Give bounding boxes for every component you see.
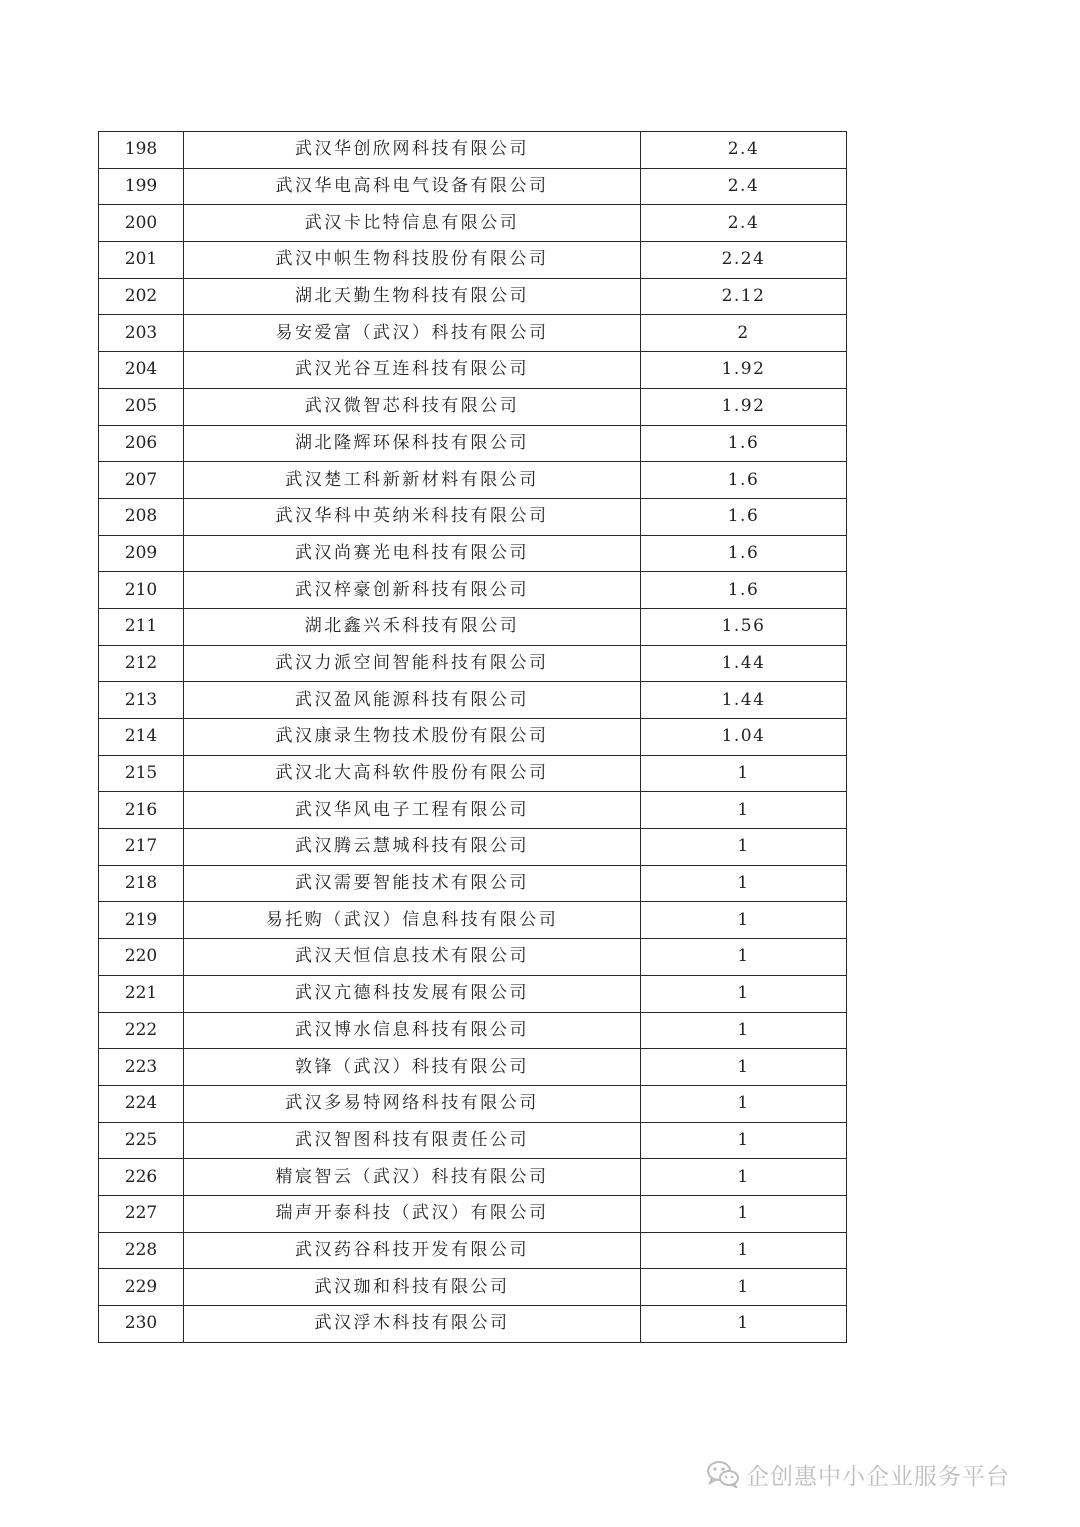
row-value: 1 (641, 1122, 847, 1159)
table-row (99, 608, 847, 645)
row-number: 210 (99, 572, 184, 609)
table-row (99, 1232, 847, 1269)
table-row (99, 425, 847, 462)
row-number: 218 (99, 865, 184, 902)
table-row (99, 535, 847, 572)
row-number: 203 (99, 315, 184, 352)
row-number: 216 (99, 792, 184, 829)
row-value: 1 (641, 1012, 847, 1049)
company-name: 瑞声开泰科技（武汉）有限公司 (184, 1195, 641, 1232)
row-value: 1 (641, 902, 847, 939)
table-row (99, 352, 847, 389)
row-number: 223 (99, 1049, 184, 1086)
row-value: 1 (641, 1159, 847, 1196)
row-number: 208 (99, 498, 184, 535)
row-number: 199 (99, 168, 184, 205)
company-name: 武汉康录生物技术股份有限公司 (184, 719, 641, 756)
row-value: 1 (641, 755, 847, 792)
company-name: 武汉北大高科软件股份有限公司 (184, 755, 641, 792)
table-row (99, 755, 847, 792)
company-name: 武汉中帜生物科技股份有限公司 (184, 242, 641, 279)
table-row (99, 939, 847, 976)
company-name: 湖北天勤生物科技有限公司 (184, 278, 641, 315)
row-number: 212 (99, 645, 184, 682)
table-row (99, 462, 847, 499)
table-row (99, 645, 847, 682)
row-number: 229 (99, 1269, 184, 1306)
company-name: 易托购（武汉）信息科技有限公司 (184, 902, 641, 939)
row-number: 205 (99, 388, 184, 425)
company-name: 武汉药谷科技开发有限公司 (184, 1232, 641, 1269)
row-value: 1.6 (641, 535, 847, 572)
company-name: 湖北隆辉环保科技有限公司 (184, 425, 641, 462)
row-value: 1.6 (641, 462, 847, 499)
company-name: 武汉亢德科技发展有限公司 (184, 975, 641, 1012)
company-name: 武汉多易特网络科技有限公司 (184, 1085, 641, 1122)
row-number: 207 (99, 462, 184, 499)
table-body (99, 132, 847, 1343)
row-number: 206 (99, 425, 184, 462)
company-name: 武汉微智芯科技有限公司 (184, 388, 641, 425)
table-row (99, 498, 847, 535)
company-name: 武汉智图科技有限责任公司 (184, 1122, 641, 1159)
row-value: 1 (641, 792, 847, 829)
company-name: 敦锋（武汉）科技有限公司 (184, 1049, 641, 1086)
row-number: 228 (99, 1232, 184, 1269)
table-row (99, 278, 847, 315)
table-row (99, 829, 847, 866)
row-value: 1 (641, 1269, 847, 1306)
table-row (99, 205, 847, 242)
row-number: 204 (99, 352, 184, 389)
row-number: 200 (99, 205, 184, 242)
row-number: 225 (99, 1122, 184, 1159)
watermark-text: 企创惠中小企业服务平台 (746, 1463, 1010, 1490)
table-row (99, 902, 847, 939)
table-row (99, 1012, 847, 1049)
row-value: 1 (641, 829, 847, 866)
table-row (99, 719, 847, 756)
row-value: 1 (641, 865, 847, 902)
row-number: 217 (99, 829, 184, 866)
company-name: 武汉博水信息科技有限公司 (184, 1012, 641, 1049)
table-row (99, 1049, 847, 1086)
row-number: 224 (99, 1085, 184, 1122)
company-name: 武汉楚工科新新材料有限公司 (184, 462, 641, 499)
company-name: 武汉需要智能技术有限公司 (184, 865, 641, 902)
row-value: 1.44 (641, 682, 847, 719)
table-row (99, 1085, 847, 1122)
row-value: 1.92 (641, 352, 847, 389)
row-value: 1 (641, 1232, 847, 1269)
row-number: 221 (99, 975, 184, 1012)
company-name: 湖北鑫兴禾科技有限公司 (184, 608, 641, 645)
row-number: 227 (99, 1195, 184, 1232)
row-value: 1 (641, 1306, 847, 1343)
row-value: 1.6 (641, 572, 847, 609)
row-number: 198 (99, 132, 184, 169)
company-name: 易安爱富（武汉）科技有限公司 (184, 315, 641, 352)
row-value: 1.6 (641, 498, 847, 535)
row-number: 219 (99, 902, 184, 939)
company-name: 武汉腾云慧城科技有限公司 (184, 829, 641, 866)
company-name: 武汉力派空间智能科技有限公司 (184, 645, 641, 682)
row-value: 1.44 (641, 645, 847, 682)
table-row (99, 572, 847, 609)
company-name: 武汉梓豪创新科技有限公司 (184, 572, 641, 609)
row-value: 1.56 (641, 608, 847, 645)
company-name: 精宸智云（武汉）科技有限公司 (184, 1159, 641, 1196)
row-value: 1 (641, 939, 847, 976)
row-number: 213 (99, 682, 184, 719)
table-row (99, 388, 847, 425)
row-value: 2 (641, 315, 847, 352)
company-name: 武汉华电高科电气设备有限公司 (184, 168, 641, 205)
row-value: 2.12 (641, 278, 847, 315)
company-name: 武汉卡比特信息有限公司 (184, 205, 641, 242)
table-row (99, 315, 847, 352)
table-row (99, 1159, 847, 1196)
row-value: 2.4 (641, 168, 847, 205)
watermark (706, 1459, 1046, 1489)
wechat-icon (706, 1460, 740, 1488)
row-value: 1.04 (641, 719, 847, 756)
row-value: 2.4 (641, 132, 847, 169)
row-number: 202 (99, 278, 184, 315)
company-name: 武汉尚赛光电科技有限公司 (184, 535, 641, 572)
row-value: 2.24 (641, 242, 847, 279)
row-value: 1.6 (641, 425, 847, 462)
row-value: 1 (641, 975, 847, 1012)
row-number: 220 (99, 939, 184, 976)
table-row (99, 132, 847, 169)
row-number: 215 (99, 755, 184, 792)
company-name: 武汉华创欣网科技有限公司 (184, 132, 641, 169)
company-name: 武汉华科中英纳米科技有限公司 (184, 498, 641, 535)
table-row (99, 242, 847, 279)
row-value: 1 (641, 1085, 847, 1122)
row-value: 2.4 (641, 205, 847, 242)
table-row (99, 1306, 847, 1343)
company-table (98, 131, 847, 1343)
row-number: 214 (99, 719, 184, 756)
table-row (99, 1122, 847, 1159)
company-name: 武汉华风电子工程有限公司 (184, 792, 641, 829)
row-number: 230 (99, 1306, 184, 1343)
row-number: 201 (99, 242, 184, 279)
table-row (99, 168, 847, 205)
table-row (99, 1195, 847, 1232)
row-value: 1 (641, 1195, 847, 1232)
table-row (99, 865, 847, 902)
row-value: 1.92 (641, 388, 847, 425)
company-name: 武汉光谷互连科技有限公司 (184, 352, 641, 389)
table-row (99, 682, 847, 719)
table-row (99, 792, 847, 829)
company-name: 武汉盈风能源科技有限公司 (184, 682, 641, 719)
row-value: 1 (641, 1049, 847, 1086)
table-row (99, 975, 847, 1012)
company-name: 武汉天恒信息技术有限公司 (184, 939, 641, 976)
company-name: 武汉珈和科技有限公司 (184, 1269, 641, 1306)
row-number: 211 (99, 608, 184, 645)
row-number: 209 (99, 535, 184, 572)
company-name: 武汉浮木科技有限公司 (184, 1306, 641, 1343)
row-number: 222 (99, 1012, 184, 1049)
table-row (99, 1269, 847, 1306)
row-number: 226 (99, 1159, 184, 1196)
